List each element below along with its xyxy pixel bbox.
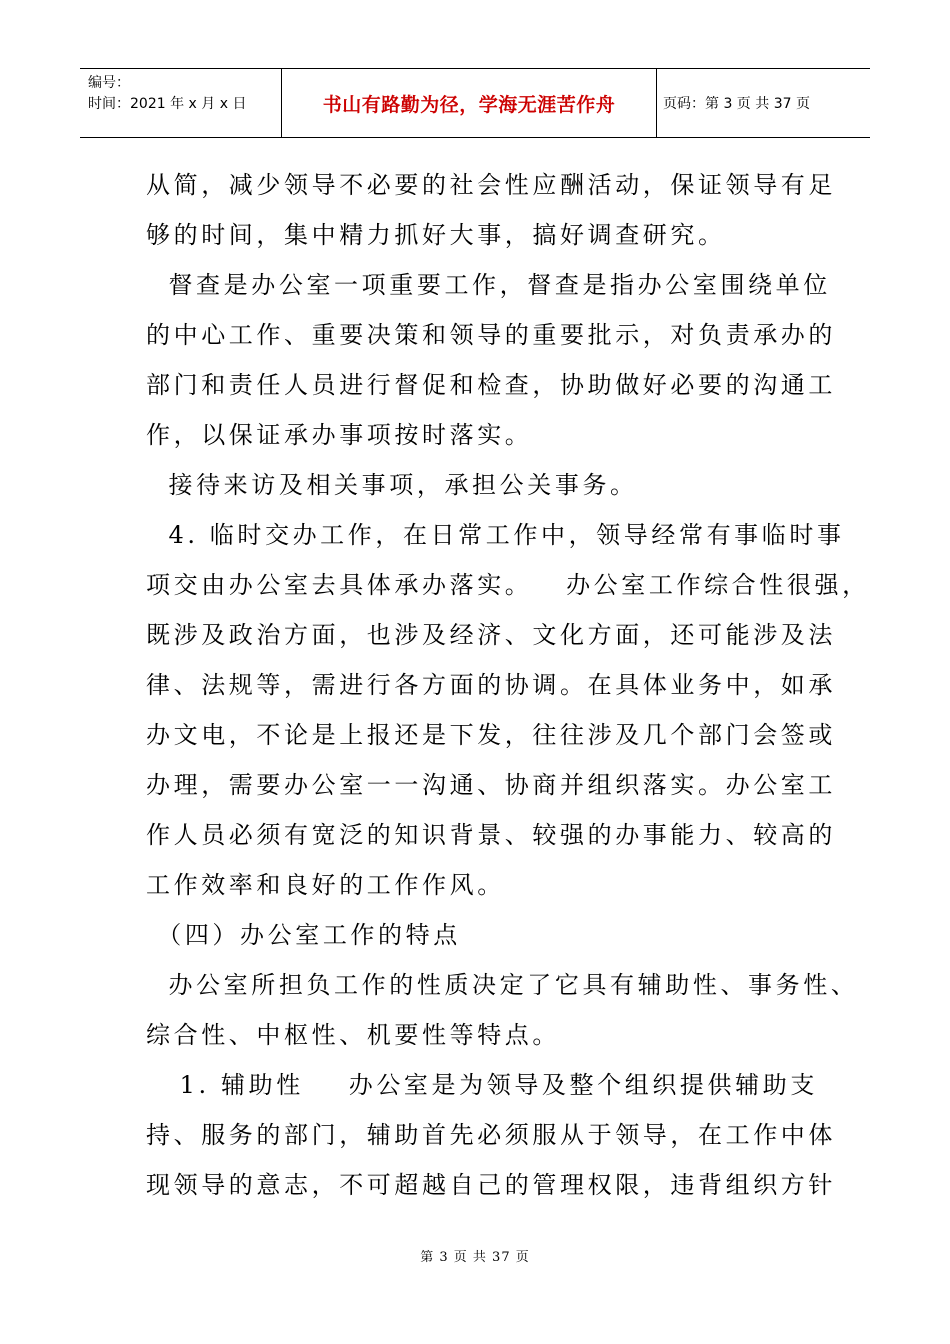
text-line: 综合性、中枢性、机要性等特点。 <box>146 1021 560 1049</box>
text-line: 接待来访及相关事项，承担公关事务。 <box>146 471 638 499</box>
text-line: 办公室所担负工作的性质决定了它具有辅助性、事务性、 <box>146 971 859 999</box>
text-line: 1. 辅助性 办公室是为领导及整个组织提供辅助支 <box>146 1071 818 1099</box>
text-line: 从简，减少领导不必要的社会性应酬活动，保证领导有足 <box>146 171 836 199</box>
text-line: 够的时间，集中精力抓好大事，搞好调查研究。 <box>146 221 726 249</box>
header-meta <box>80 69 282 137</box>
text-line: 律、法规等，需进行各方面的协调。在具体业务中，如承 <box>146 671 836 699</box>
text-line: 办理，需要办公室一一沟通、协商并组织落实。办公室工 <box>146 771 836 799</box>
text-line: 既涉及政治方面，也涉及经济、文化方面，还可能涉及法 <box>146 621 836 649</box>
text-line: 4. 临时交办工作，在日常工作中，领导经常有事临时事 <box>146 521 845 549</box>
text-line: 作人员必须有宽泛的知识背景、较强的办事能力、较高的 <box>146 821 836 849</box>
text-line: 持、服务的部门，辅助首先必须服从于领导，在工作中体 <box>146 1121 836 1149</box>
document-time-label: 时间：2021 年 x 月 x 日 <box>88 96 247 112</box>
document-number-label: 编号： <box>88 75 130 91</box>
text-line: 工作效率和良好的工作作风。 <box>146 871 505 899</box>
header-page-info: 页码：第 3 页 共 37 页 <box>663 96 810 112</box>
text-line: 办文电，不论是上报还是下发，往往涉及几个部门会签或 <box>146 721 836 749</box>
section-heading: （四）办公室工作的特点 <box>146 921 461 949</box>
text-line: 项交由办公室去具体承办落实。 办公室工作综合性很强， <box>146 571 870 599</box>
text-line: 的中心工作、重要决策和领导的重要批示，对负责承办的 <box>146 321 836 349</box>
header-motto: 书山有路勤为径，学海无涯苦作舟 <box>282 69 657 137</box>
text-line: 现领导的意志，不可超越自己的管理权限，违背组织方针 <box>146 1171 836 1199</box>
page-footer: 第 3 页 共 37 页 <box>420 1250 530 1265</box>
page-header <box>80 68 870 138</box>
document-body <box>146 160 870 1210</box>
text-line: 督查是办公室一项重要工作，督查是指办公室围绕单位 <box>146 271 831 299</box>
text-line: 部门和责任人员进行督促和检查，协助做好必要的沟通工 <box>146 371 836 399</box>
text-line: 作，以保证承办事项按时落实。 <box>146 421 533 449</box>
